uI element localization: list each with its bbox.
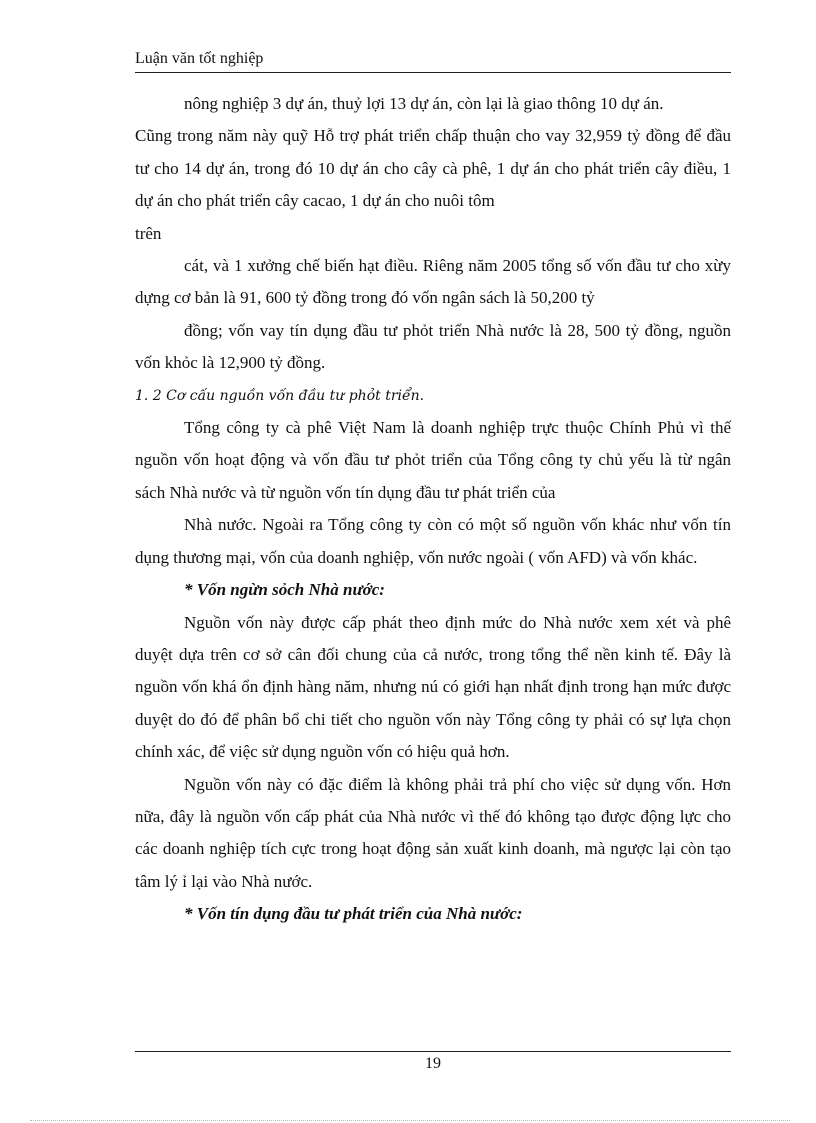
paragraph: đồng; vốn vay tín dụng đầu tư phỏt triển Nhà nước là 28, 500 tỷ đồng, nguồn vốn khỏc là 12,900 tỷ đồng. — [135, 320, 731, 373]
paragraph: Nhà nước. Ngoài ra Tổng công ty còn có một số nguồn vốn khác như vốn tín dụng thương mại, vốn của doanh nghiệp, vốn nước ngoài ( vốn AFD) và vốn khác. — [135, 515, 731, 567]
document-body — [135, 88, 731, 931]
paragraph: Nguồn vốn này được cấp phát theo định mức do Nhà nước xem xét và phê duyệt dựa trên cơ sở cân đối chung của cả nước, trong tổng thể nền kinh tế. Đây là nguồn vốn khá ổn định hàng năm, nhưng nú có giới hạn nhất định trong hạn mức được duyệt do đó để phân bổ chi tiết cho nguồn vốn này Tổng công ty phải có sự lựa chọn chính xác, để việc sử dụng nguồn vốn có hiệu quả hơn. — [135, 612, 731, 762]
paragraph: trên — [135, 223, 162, 243]
section-heading: 1. 2 Cơ cấu nguồn vốn đầu tư phỏt triển. — [135, 387, 425, 404]
page-header — [135, 50, 731, 73]
page-number: 19 — [425, 1055, 441, 1072]
paragraph: Tổng công ty cà phê Việt Nam là doanh nghiệp trực thuộc Chính Phủ vì thế nguồn vốn hoạt động và vốn đầu tư phỏt triển của Tổng công ty chủ yếu là từ ngân sách Nhà nước và từ nguồn vốn tín dụng đầu tư phát triển của — [135, 418, 731, 502]
footer-divider — [135, 1051, 731, 1052]
header-title: Luận văn tốt nghiệp — [135, 50, 264, 67]
subheading: * Vốn ngừn sỏch Nhà nước: — [184, 580, 385, 600]
subheading: * Vốn tín dụng đầu tư phát triển của Nhà nước: — [184, 904, 523, 924]
paragraph: Cũng trong năm này quỹ Hỗ trợ phát triển chấp thuận cho vay 32,959 tỷ đồng để đầu tư cho 14 dự án, trong đó 10 dự án cho cây cà phê, 1 dự án cho phát triển cây điều, 1 dự án cho phát triển cây cacao, 1 dự án cho nuôi tôm — [135, 126, 731, 211]
page-edge-divider — [30, 1120, 790, 1121]
paragraph: cát, và 1 xưởng chế biến hạt điều. Riêng năm 2005 tổng số vốn đầu tư cho xừy dựng cơ bản là 91, 600 tỷ đồng trong đó vốn ngân sách là 50,200 tỷ — [135, 256, 731, 308]
paragraph: nông nghiệp 3 dự án, thuỷ lợi 13 dự án, còn lại là giao thông 10 dự án. — [184, 94, 664, 113]
paragraph: Nguồn vốn này có đặc điểm là không phải trả phí cho việc sử dụng vốn. Hơn nữa, đây là nguồn vốn cấp phát của Nhà nước vì thế đó không tạo được động lực cho các doanh nghiệp tích cực trong hoạt động sản xuất kinh doanh, mà ngược lại còn tạo tâm lý ỉ lại vào Nhà nước. — [135, 774, 731, 891]
